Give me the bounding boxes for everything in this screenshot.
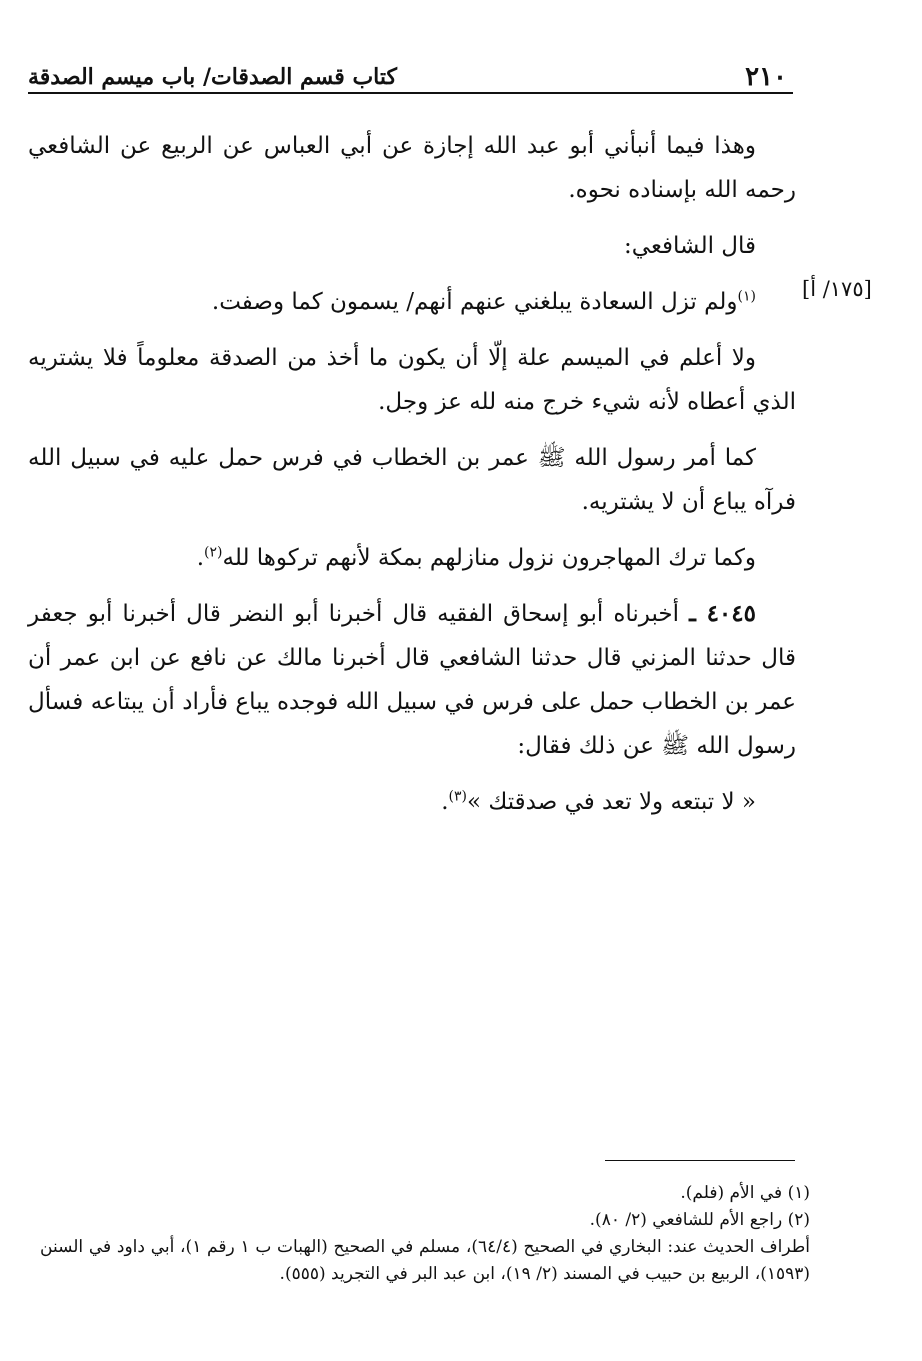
prophetic-quote: « لا تبتعه ولا تعد في صدقتك »$^{(٣)}$.: [441, 788, 756, 815]
prophetic-quote-text: « لا تبتعه ولا تعد في صدقتك »: [466, 789, 756, 815]
margin-manuscript-reference: [١٧٥/ أ]: [802, 277, 872, 301]
quoted-statement-text: ولم تزل السعادة يبلغني عنهم أنهم/ يسمون كما وصفت.: [211, 289, 738, 315]
page-header: [28, 58, 793, 94]
paragraph-branding-reason: ولا أعلم في الميسم علة إلّا أن يكون ما أخذ من الصدقة معلوماً فلا يشتريه الذي أعطاه لأنه شيء خرج منه لله عز وجل.: [28, 345, 796, 415]
paragraph-muhajirun: وكما ترك المهاجرون نزول منازلهم بمكة لأنهم تركوها لله$^{(٢)}$.: [196, 544, 756, 571]
hadith-number: ٤٠٤٥ ـ: [689, 600, 756, 627]
footnote-2: (٢) راجع الأم للشافعي (٢/ ٨٠).: [589, 1210, 810, 1230]
paragraph-transmission-note: وهذا فيما أنبأني أبو عبد الله إجازة عن أبي العباس عن الربيع عن الشافعي رحمه الله بإسناده نحوه.: [28, 133, 796, 203]
footnote-marker-3: (٣): [448, 788, 467, 805]
footnote-marker-1: (١): [737, 288, 756, 305]
running-title: كتاب قسم الصدقات/ باب ميسم الصدقة: [28, 64, 397, 90]
quoted-statement: [28, 280, 796, 324]
hadith-text: أخبرناه أبو إسحاق الفقيه قال أخبرنا أبو النضر قال أخبرنا أبو جعفر قال حدثنا المزني قال حدثنا الشافعي قال أخبرنا مالك عن نافع عن ابن عمر أن عمر بن الخطاب حمل على فرس في سبيل الله فوجده يباع فأراد أن يبتاعه فسأل رسول الله ﷺ عن ذلك فقال:: [28, 601, 796, 759]
paragraph-shafii-said: قال الشافعي:: [624, 233, 756, 259]
paragraph-muhajirun-text: وكما ترك المهاجرون نزول منازلهم بمكة لأنهم تركوها لله: [222, 545, 756, 571]
footnotes: [40, 1180, 810, 1288]
footnote-3: أطراف الحديث عند: البخاري في الصحيح (٦٤/٤)، مسلم في الصحيح (الهبات ب ١ رقم ١)، أبي داود في السنن (١٥٩٣)، الربيع بن حبيب في المسند (٢/ ١٩)، ابن عبد البر في التجريد (٥٥٥).: [40, 1237, 811, 1284]
hadith-paragraph: [28, 592, 796, 768]
footnote-marker-2: (٢): [204, 544, 223, 561]
main-text: [28, 124, 796, 836]
footnote-divider: [605, 1160, 795, 1161]
paragraph-umar-horse: كما أمر رسول الله ﷺ عمر بن الخطاب في فرس حمل عليه في سبيل الله فرآه يباع أن لا يشتريه.: [28, 445, 796, 515]
footnote-1: (١) في الأم (فلم).: [680, 1183, 810, 1203]
page-number: ٢١٠: [745, 62, 787, 92]
